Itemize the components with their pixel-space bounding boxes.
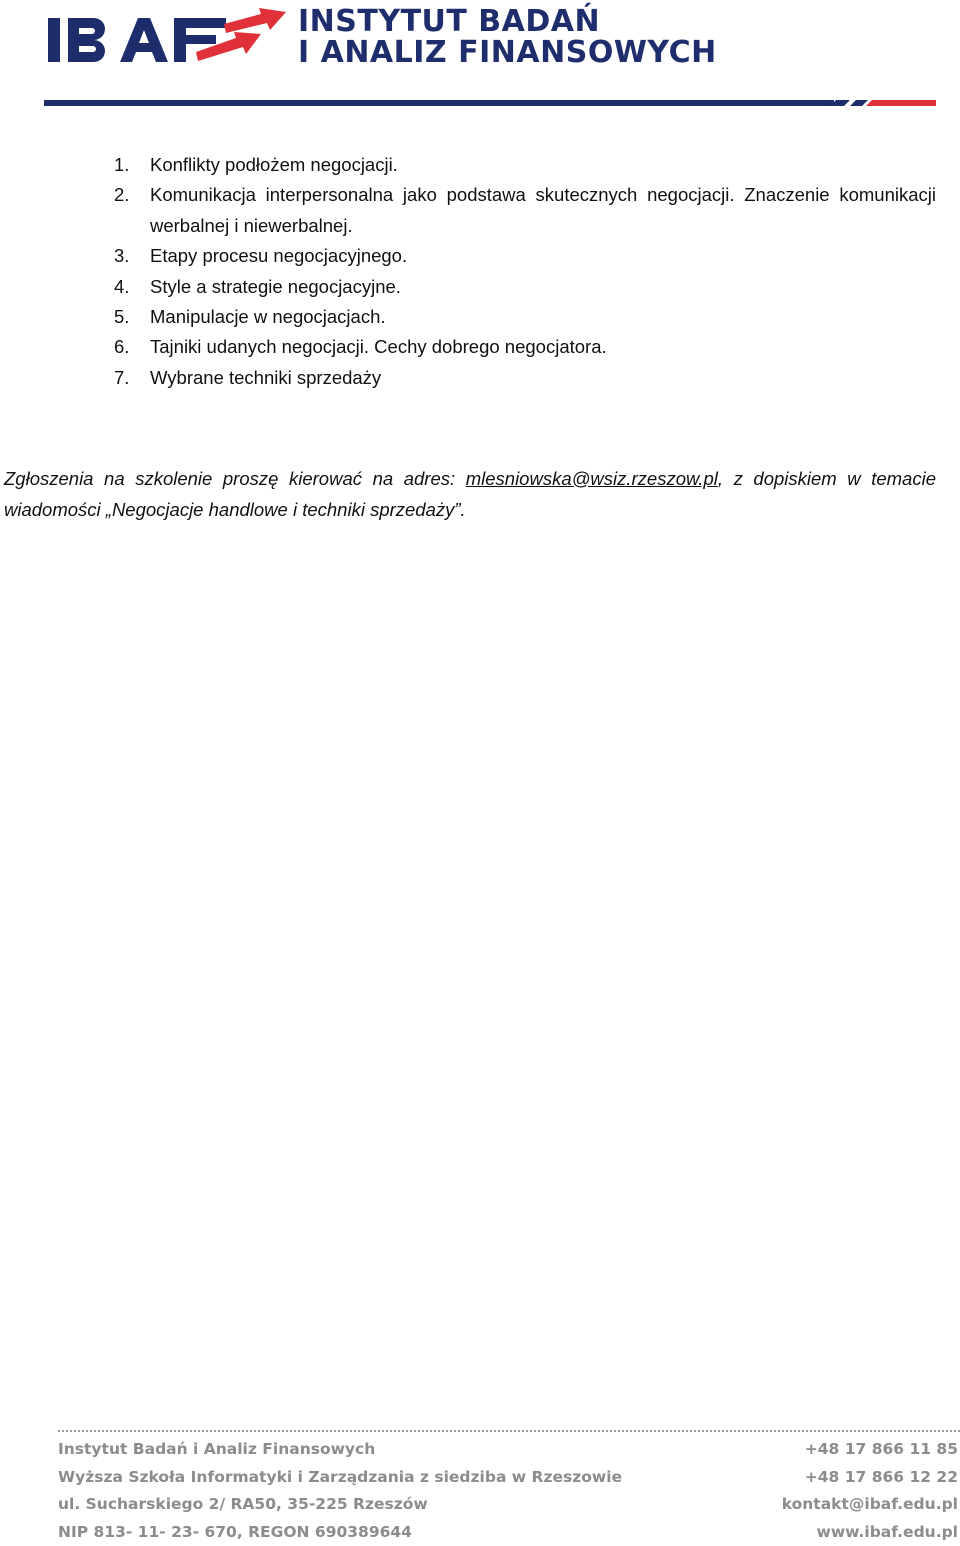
ibaf-logo — [44, 2, 746, 74]
footer-phone-1: +48 17 866 11 85 — [804, 1440, 958, 1458]
footer-org-name: Instytut Badań i Analiz Finansowych — [58, 1440, 376, 1458]
signup-email-link[interactable]: mlesniowska@wsiz.rzeszow.pl — [465, 467, 718, 489]
topic-item: 7. Wybrane techniki sprzedaży — [114, 366, 382, 388]
page-header — [44, 0, 936, 110]
footer-website[interactable]: www.ibaf.edu.pl — [816, 1522, 958, 1541]
footer-school: Wyższa Szkoła Informatyki i Zarządzania z siedziba w Rzeszowie — [58, 1467, 623, 1486]
footer-phone-2: +48 17 866 12 22 — [804, 1467, 958, 1486]
topics-list — [114, 150, 936, 393]
footer-tax-ids: NIP 813- 11- 23- 670, REGON 690389644 — [58, 1522, 412, 1541]
topic-item: 4. Style a strategie negocjacyjne. — [114, 275, 401, 297]
footer-divider — [58, 1430, 960, 1432]
logo-wordmark — [298, 6, 717, 68]
ibaf-logo-mark — [46, 6, 296, 70]
topic-item: 2. Komunikacja interpersonalna jako podstawa skutecznych negocjacji. Znaczenie komunikacji werbalnej i niewerbalnej. — [114, 184, 936, 236]
signup-text-after: , z dopiskiem w temacie wiadomości „Negocjacje handlowe i techniki sprzedaży”. — [4, 467, 936, 520]
topic-item: 3. Etapy procesu negocjacyjnego. — [114, 245, 408, 267]
logo-line-2: I ANALIZ FINANSOWYCH — [298, 35, 717, 70]
footer-street: ul. Sucharskiego 2/ RA50, 35-225 Rzeszów — [58, 1495, 428, 1514]
signup-note — [4, 463, 936, 525]
topic-item: 6. Tajniki udanych negocjacji. Cechy dobrego negocjatora. — [114, 336, 607, 358]
topic-item: 5. Manipulacje w negocjacjach. — [114, 306, 386, 328]
footer-email[interactable]: kontakt@ibaf.edu.pl — [781, 1495, 958, 1514]
logo-line-1: INSTYTUT BADAŃ — [298, 4, 601, 39]
signup-text-before: Zgłoszenia na szkolenie proszę kierować na adres: — [4, 467, 466, 489]
footer-contacts — [658, 1436, 958, 1546]
topic-item: 1. Konflikty podłożem negocjacji. — [114, 154, 398, 175]
footer-address — [58, 1436, 658, 1546]
header-divider — [44, 98, 936, 108]
